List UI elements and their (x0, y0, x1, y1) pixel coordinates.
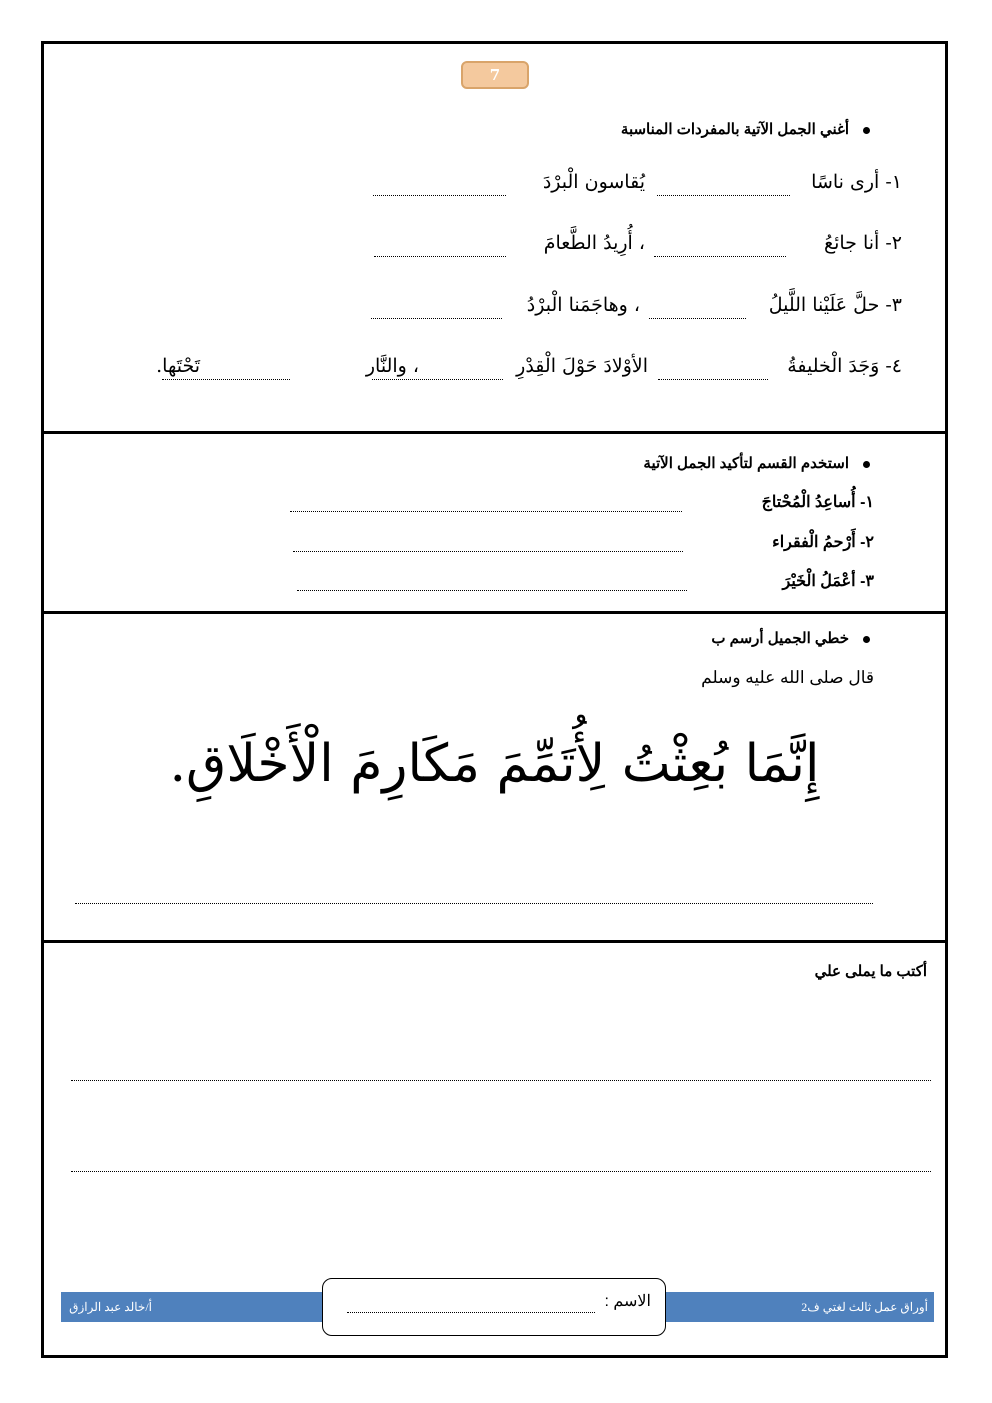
name-box (322, 1278, 666, 1336)
section3-heading-text: خطي الجميل أرسم ب (711, 630, 849, 647)
section1-item-4-end: تَحْتَها. (156, 355, 200, 377)
page-number-badge: 7 (461, 61, 529, 89)
footer-author: أ/خالد عبد الرازق (69, 1300, 152, 1314)
name-label: الاسم : (604, 1293, 651, 1310)
answer-blank[interactable] (373, 195, 506, 196)
hadith-text: إِنَّمَا بُعِثْتُ لِأُتَمِّمَ مَكَارِمَ الْأَخْلَاقِ. (169, 734, 820, 794)
section2-heading-text: استخدم القسم لتأكيد الجمل الآتية (643, 455, 849, 472)
answer-blank[interactable] (649, 318, 746, 319)
dictation-line[interactable] (71, 1080, 931, 1081)
section1-item-2-middle: ، أُرِيدُ الطَّعامَ (543, 232, 645, 254)
section2-heading (643, 454, 870, 472)
answer-blank[interactable] (372, 379, 503, 380)
hadith-intro: قال صلى الله عليه وسلم (701, 668, 874, 687)
name-input[interactable] (347, 1312, 595, 1313)
handwriting-blank[interactable] (75, 903, 873, 904)
section-divider (44, 611, 945, 614)
section1-item-3-middle: ، وهاجَمَنا الْبرْدُ (526, 294, 640, 316)
section1-item-3-start: ٣- حلَّ عَلَيْنا اللَّيلُ (768, 294, 902, 316)
section1-heading-text: أغني الجمل الآتية بالمفردات المناسبة (620, 121, 849, 138)
answer-blank[interactable] (654, 256, 786, 257)
answer-blank[interactable] (162, 379, 290, 380)
bullet-icon (863, 636, 870, 643)
section1-item-1-start: ١- أرى ناسًا (811, 171, 902, 193)
section-divider (44, 940, 945, 943)
section1-item-1-middle: يُقاسون الْبرْدَ (542, 171, 645, 193)
answer-blank[interactable] (290, 511, 682, 512)
section1-item-4-middle2: ، والنَّار (365, 355, 419, 377)
section-divider (44, 431, 945, 434)
answer-blank[interactable] (293, 551, 683, 552)
bullet-icon (863, 127, 870, 134)
section1-heading (621, 120, 870, 138)
page-frame (41, 41, 948, 1358)
answer-blank[interactable] (657, 195, 790, 196)
section2-item-2: ٢- أَرْحمُ الْفقراء (772, 534, 874, 551)
dictation-line[interactable] (71, 1171, 931, 1172)
footer-series: أوراق عمل ثالث لغتي ف2 (801, 1300, 928, 1314)
section1-item-2-start: ٢- أنا جائعُ (823, 232, 902, 254)
answer-blank[interactable] (297, 590, 687, 591)
section1-item-4-middle: الأوْلادَ حَوْلَ الْقِدْرِ (516, 355, 648, 377)
answer-blank[interactable] (658, 379, 768, 380)
section2-item-1: ١- أُساعِدُ الْمُحْتاجَ (761, 494, 874, 511)
section3-heading (711, 629, 870, 647)
section1-item-4-start: ٤- وَجَدَ الْخليفةُ (787, 355, 902, 377)
answer-blank[interactable] (374, 256, 506, 257)
section2-item-3: ٣- أعْمَلُ الْخَيْرَ (782, 573, 874, 590)
bullet-icon (863, 461, 870, 468)
answer-blank[interactable] (371, 318, 502, 319)
section4-heading: أكتب ما يملى علي (814, 963, 927, 980)
